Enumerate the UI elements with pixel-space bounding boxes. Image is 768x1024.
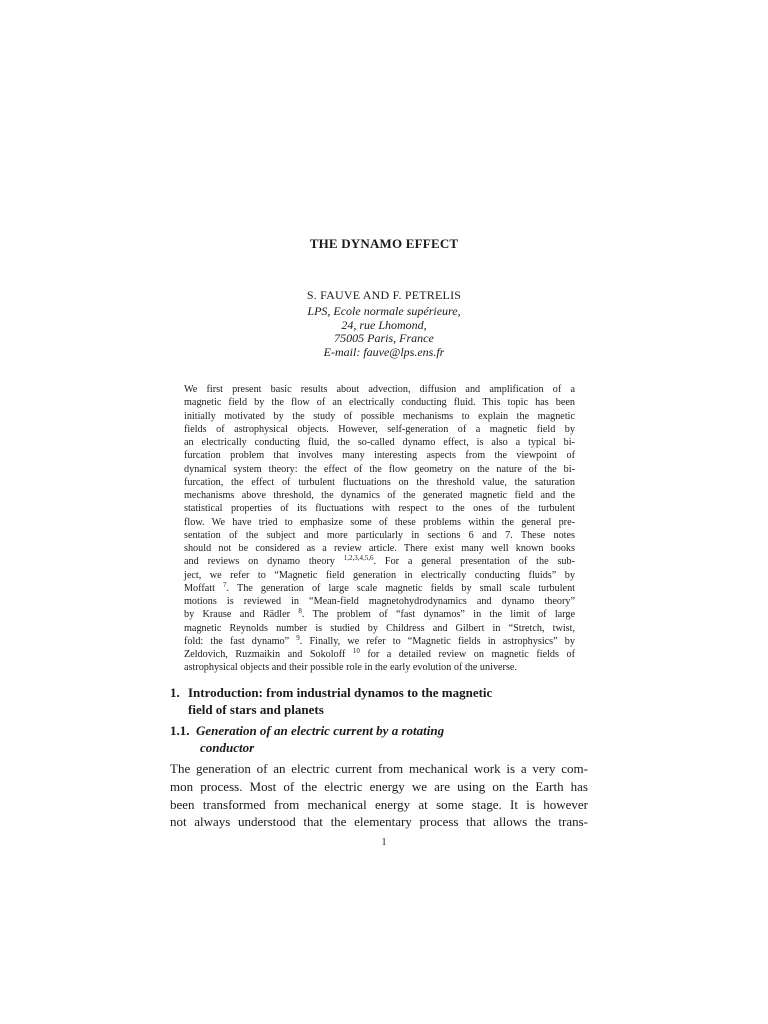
- affiliation-line: 24, rue Lhomond,: [341, 317, 427, 332]
- abstract-line: should not be considered as a review article. There exist many well known books: [184, 543, 575, 554]
- body-line: been transformed from mechanical energy at some stage. It is however: [170, 796, 588, 812]
- citation-ref: 10: [352, 647, 360, 655]
- section-title-line: field of stars and planets: [188, 702, 324, 717]
- subsection-title-line: Generation of an electric current by a rotating: [196, 723, 445, 738]
- abstract-line: astrophysical objects and their possible role in the early evolution of the universe.: [184, 662, 517, 674]
- abstract-line: magnetic field by the flow of an electrically conducting fluid. This topic has been: [184, 397, 575, 409]
- citation-ref: 8: [298, 607, 302, 616]
- abstract-text: Moffatt: [184, 582, 215, 594]
- abstract-text: . The problem of “fast dynamos” in the limit of large: [301, 609, 576, 621]
- body-line: not always understood that the elementary process that allows the trans-: [170, 814, 588, 830]
- abstract-line: flow. We have tried to emphasize some of these problems within the general pre-: [184, 516, 575, 528]
- abstract-line: [184, 635, 575, 648]
- section-title-line: Introduction: from industrial dynamos to the magnetic: [188, 685, 493, 700]
- subsection-heading: [170, 722, 600, 756]
- abstract-line: initially motivated by the study of possible mechanisms to explain the magnetic: [184, 410, 575, 422]
- subsection-number: 1.1.: [170, 723, 190, 738]
- abstract-line: fields of astrophysical objects. However, self-generation of a magnetic field by: [184, 423, 575, 435]
- affiliation-line: LPS, Ecole normale supérieure,: [307, 304, 461, 318]
- section-number: 1.: [170, 685, 180, 700]
- abstract-text: . The generation of large scale magnetic fields by small scale turbulent: [226, 582, 576, 594]
- abstract-line: [184, 555, 575, 568]
- citation-ref: 9: [296, 633, 300, 642]
- abstract-line: dynamical system theory: the effect of the flow geometry on the nature of the bi-: [184, 463, 575, 475]
- body-line: The generation of an electric current from mechanical work is a very com-: [170, 761, 588, 776]
- affiliation-email: E-mail: fauve@lps.ens.fr: [323, 344, 445, 359]
- affiliation-line: 75005 Paris, France: [334, 331, 434, 345]
- abstract-line: magnetic Reynolds number is studied by Childress and Gilbert in “Stretch, twist,: [184, 622, 575, 634]
- abstract-line: We first present basic results about advection, diffusion and amplification of a: [184, 384, 575, 395]
- abstract-line: [184, 648, 575, 661]
- abstract-line: [184, 582, 575, 595]
- abstract-line: furcation problem that involves many interesting aspects from the viewpoint of: [184, 450, 575, 462]
- citation-ref: 7: [223, 580, 227, 589]
- author-affiliation: [0, 305, 768, 359]
- subsection-title-line: conductor: [200, 740, 255, 755]
- abstract-text: by Krause and Rädler: [184, 609, 291, 621]
- abstract-line: statistical properties of its fluctuations with respect to the ones of the turbulent: [184, 503, 575, 515]
- body-line: mon process. Most of the electric energy we are using on the Earth has: [170, 778, 588, 794]
- abstract-line: motions is reviewed in “Mean-field magnetohydrodynamics and dynamo theory”: [184, 596, 575, 607]
- paper-authors: S. FAUVE AND F. PETRELIS: [306, 288, 462, 302]
- citation-ref: 1,2,3,4,5,6: [343, 554, 374, 563]
- page-number: 1: [381, 837, 387, 848]
- abstract-text: . Finally, we refer to “Magnetic fields in astrophysics” by: [299, 635, 575, 647]
- paper-title: THE DYNAMO EFFECT: [309, 236, 459, 251]
- abstract-line: sentation of the subject and more particularly in sections 6 and 7. These notes: [184, 529, 575, 541]
- abstract-text: fold: the fast dynamo”: [184, 635, 290, 647]
- abstract-text: Zeldovich, Ruzmaikin and Sokoloff: [184, 649, 346, 660]
- body-paragraph: [170, 760, 588, 831]
- abstract-line: mechanisms above threshold, the dynamics of the generated magnetic field and the: [184, 490, 575, 501]
- abstract-line: an electrically conducting fluid, the so-called dynamo effect, is also a typical bi-: [184, 437, 575, 448]
- abstract-text: . For a general presentation of the sub-: [373, 556, 575, 568]
- abstract: [184, 383, 575, 675]
- abstract-text: for a detailed review on magnetic fields of: [359, 649, 575, 660]
- abstract-line: [184, 608, 575, 621]
- abstract-text: and reviews on dynamo theory: [184, 556, 335, 568]
- abstract-line: ject, we refer to “Magnetic field generation in electrically conducting fluids” by: [184, 569, 575, 581]
- abstract-line: furcation, the effect of turbulent fluctuations on the threshold value, the saturation: [184, 476, 575, 488]
- section-heading: [170, 684, 600, 718]
